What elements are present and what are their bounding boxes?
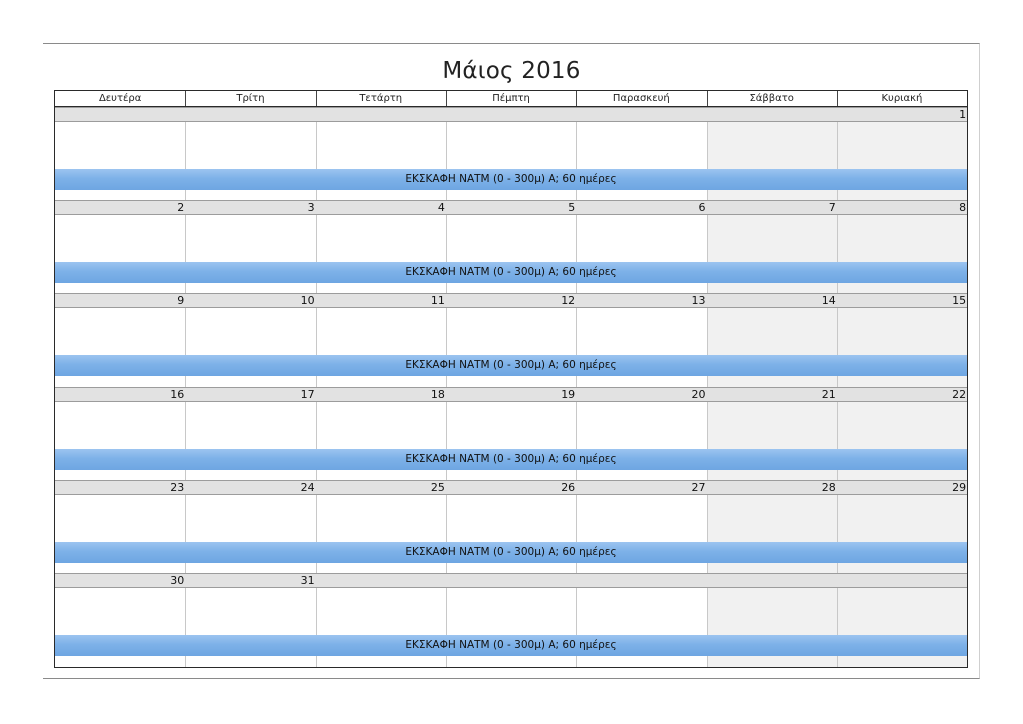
weekday-label: Δευτέρα <box>98 93 142 104</box>
day-number-strip <box>55 200 967 215</box>
weekday-header <box>55 91 967 107</box>
day-number[interactable] <box>446 108 576 123</box>
week-row <box>55 480 967 574</box>
day-number[interactable]: 1 <box>959 108 967 121</box>
day-number[interactable]: 20 <box>691 388 706 401</box>
day-number[interactable] <box>55 108 185 123</box>
calendar-title: Μάιος 2016 <box>442 58 581 84</box>
day-number-strip <box>55 573 967 588</box>
week-row <box>55 200 967 294</box>
day-number[interactable]: 27 <box>691 481 706 494</box>
day-number[interactable]: 19 <box>561 388 576 401</box>
header-divider <box>707 91 708 106</box>
day-number[interactable]: 13 <box>691 294 706 307</box>
day-number[interactable]: 8 <box>959 201 967 214</box>
day-number[interactable]: 4 <box>437 201 445 214</box>
event-bar[interactable]: ΕΚΣΚΑΦΗ ΝΑΤΜ (0 - 300μ) Α; 60 ημέρες <box>55 542 967 563</box>
event-bar[interactable]: ΕΚΣΚΑΦΗ ΝΑΤΜ (0 - 300μ) Α; 60 ημέρες <box>55 262 967 283</box>
day-number[interactable]: 24 <box>300 481 315 494</box>
day-number[interactable] <box>185 108 315 123</box>
day-number[interactable]: 18 <box>430 388 445 401</box>
day-number[interactable] <box>316 108 446 123</box>
day-number[interactable] <box>316 574 446 589</box>
day-number[interactable]: 22 <box>952 388 967 401</box>
day-number[interactable] <box>576 574 706 589</box>
day-number[interactable]: 16 <box>170 388 185 401</box>
day-number[interactable] <box>707 574 837 589</box>
day-number[interactable]: 11 <box>430 294 445 307</box>
day-number[interactable]: 3 <box>307 201 315 214</box>
day-number[interactable]: 25 <box>430 481 445 494</box>
day-number[interactable]: 12 <box>561 294 576 307</box>
week-row <box>55 573 967 667</box>
day-number-strip <box>55 387 967 402</box>
header-divider <box>185 91 186 106</box>
weekday-label: Τετάρτη <box>359 93 403 104</box>
header-divider <box>316 91 317 106</box>
day-number[interactable]: 29 <box>952 481 967 494</box>
day-number[interactable]: 31 <box>300 574 315 587</box>
day-number-strip <box>55 107 967 122</box>
weekday-label: Τρίτη <box>236 93 265 104</box>
day-number[interactable]: 28 <box>821 481 836 494</box>
week-row <box>55 293 967 387</box>
header-divider <box>837 91 838 106</box>
weekday-label: Πέμπτη <box>492 93 530 104</box>
weekday-label: Σάββατο <box>749 93 794 104</box>
day-number[interactable]: 9 <box>177 294 185 307</box>
day-number[interactable]: 26 <box>561 481 576 494</box>
header-divider <box>446 91 447 106</box>
event-bar[interactable]: ΕΚΣΚΑΦΗ ΝΑΤΜ (0 - 300μ) Α; 60 ημέρες <box>55 449 967 470</box>
day-number[interactable]: 30 <box>170 574 185 587</box>
weekday-label: Παρασκευή <box>612 93 670 104</box>
day-number[interactable] <box>576 108 706 123</box>
day-number[interactable] <box>707 108 837 123</box>
event-bar[interactable]: ΕΚΣΚΑΦΗ ΝΑΤΜ (0 - 300μ) Α; 60 ημέρες <box>55 355 967 376</box>
day-number[interactable]: 2 <box>177 201 185 214</box>
week-row <box>55 107 967 201</box>
day-number[interactable]: 5 <box>568 201 576 214</box>
weekday-label: Κυριακή <box>881 93 923 104</box>
header-divider <box>576 91 577 106</box>
day-number[interactable]: 10 <box>300 294 315 307</box>
day-number[interactable]: 6 <box>698 201 706 214</box>
day-number[interactable]: 23 <box>170 481 185 494</box>
day-number[interactable] <box>446 574 576 589</box>
event-bar[interactable]: ΕΚΣΚΑΦΗ ΝΑΤΜ (0 - 300μ) Α; 60 ημέρες <box>55 169 967 190</box>
day-number[interactable]: 7 <box>828 201 836 214</box>
day-number-strip <box>55 293 967 308</box>
week-row <box>55 387 967 481</box>
day-number[interactable]: 21 <box>821 388 836 401</box>
month-grid <box>54 90 968 668</box>
event-bar[interactable]: ΕΚΣΚΑΦΗ ΝΑΤΜ (0 - 300μ) Α; 60 ημέρες <box>55 635 967 656</box>
day-number[interactable]: 14 <box>821 294 836 307</box>
day-number-strip <box>55 480 967 495</box>
day-number[interactable]: 15 <box>952 294 967 307</box>
day-number[interactable] <box>837 574 967 589</box>
day-number[interactable]: 17 <box>300 388 315 401</box>
